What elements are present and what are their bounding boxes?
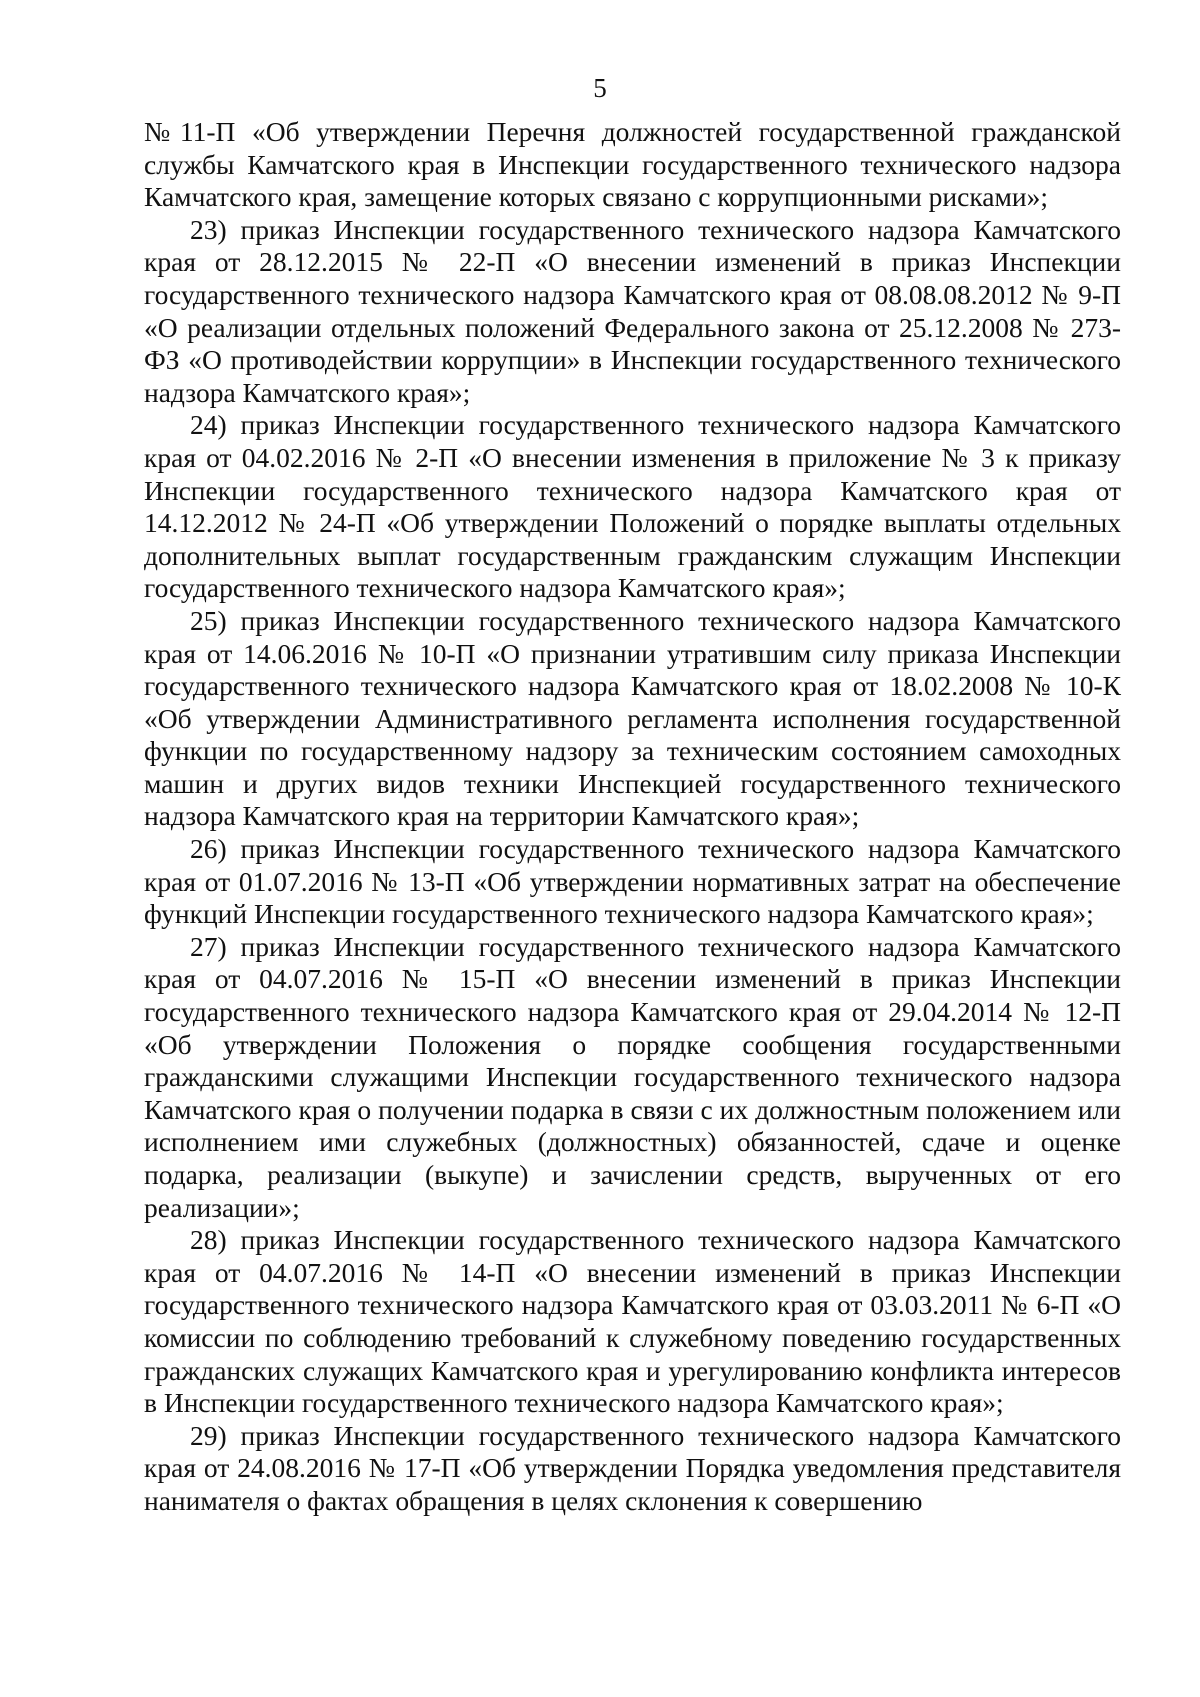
paragraph-item-28: 28) приказ Инспекции государственного технического надзора Камчатского края от 04.07.2016 № 14-П «О внесении изменений в приказ Инспекции государственного технического надзора Камчатского края от 03.03.2011 № 6-П «О комиссии по соблюдению требований к служебному поведению государственных гражданских служащих Камчатского края и урегулированию конфликта интересов в Инспекции государственного технического надзора Камчатского края»; [144,1224,1121,1419]
paragraph-item-29: 29) приказ Инспекции государственного технического надзора Камчатского края от 24.08.2016 № 17-П «Об утверждении Порядка уведомления представителя нанимателя о фактах обращения в целях склонения к совершению [144,1419,1121,1516]
paragraph-continuation: №11-П «Об утверждении Перечня должностей государственной гражданской службы Камчатского края в Инспекции государственного технического надзора Камчатского края, замещение которых связано с коррупционными рисками»; [144,116,1121,213]
page-number: 5 [593,73,607,103]
paragraph-item-23: 23) приказ Инспекции государственного технического надзора Камчатского края от 28.12.2015 № 22-П «О внесении изменений в приказ Инспекции государственного технического надзора Камчатского края от 08.08.08.2012 № 9-П «О реализации отдельных положений Федерального закона от 25.12.2008 № 273-ФЗ «О противодействии коррупции» в Инспекции государственного технического надзора Камчатского края»; [144,213,1121,408]
paragraph-item-26: 26) приказ Инспекции государственного технического надзора Камчатского края от 01.07.2016 № 13-П «Об утверждении нормативных затрат на обеспечение функций Инспекции государственного технического надзора Камчатского края»; [144,833,1121,930]
paragraph-item-24: 24) приказ Инспекции государственного технического надзора Камчатского края от 04.02.2016 № 2-П «О внесении изменения в приложение № 3 к приказу Инспекции государственного технического надзора Камчатского края от 14.12.2012 № 24-П «Об утверждении Положений о порядке выплаты отдельных дополнительных выплат государственным гражданским служащим Инспекции государственного технического надзора Камчатского края»; [144,409,1121,604]
paragraph-item-27: 27) приказ Инспекции государственного технического надзора Камчатского края от 04.07.2016 № 15-П «О внесении изменений в приказ Инспекции государственного технического надзора Камчатского края от 29.04.2014 № 12-П «Об утверждении Положения о порядке сообщения государственными гражданскими служащими Инспекции государственного технического надзора Камчатского края о получении подарка в связи с их должностным положением или исполнением ими служебных (должностных) обязанностей, сдаче и оценке подарка, реализации (выкупе) и зачислении средств, вырученных от его реализации»; [144,930,1121,1223]
paragraph-item-25: 25) приказ Инспекции государственного технического надзора Камчатского края от 14.06.2016 № 10-П «О признании утратившим силу приказа Инспекции государственного технического надзора Камчатского края от 18.02.2008 № 10-К «Об утверждении Административного регламента исполнения государственной функции по государственному надзору за техническим состоянием самоходных машин и других видов техники Инспекцией государственного технического надзора Камчатского края на территории Камчатского края»; [144,604,1121,832]
document-body [144,116,1121,1518]
